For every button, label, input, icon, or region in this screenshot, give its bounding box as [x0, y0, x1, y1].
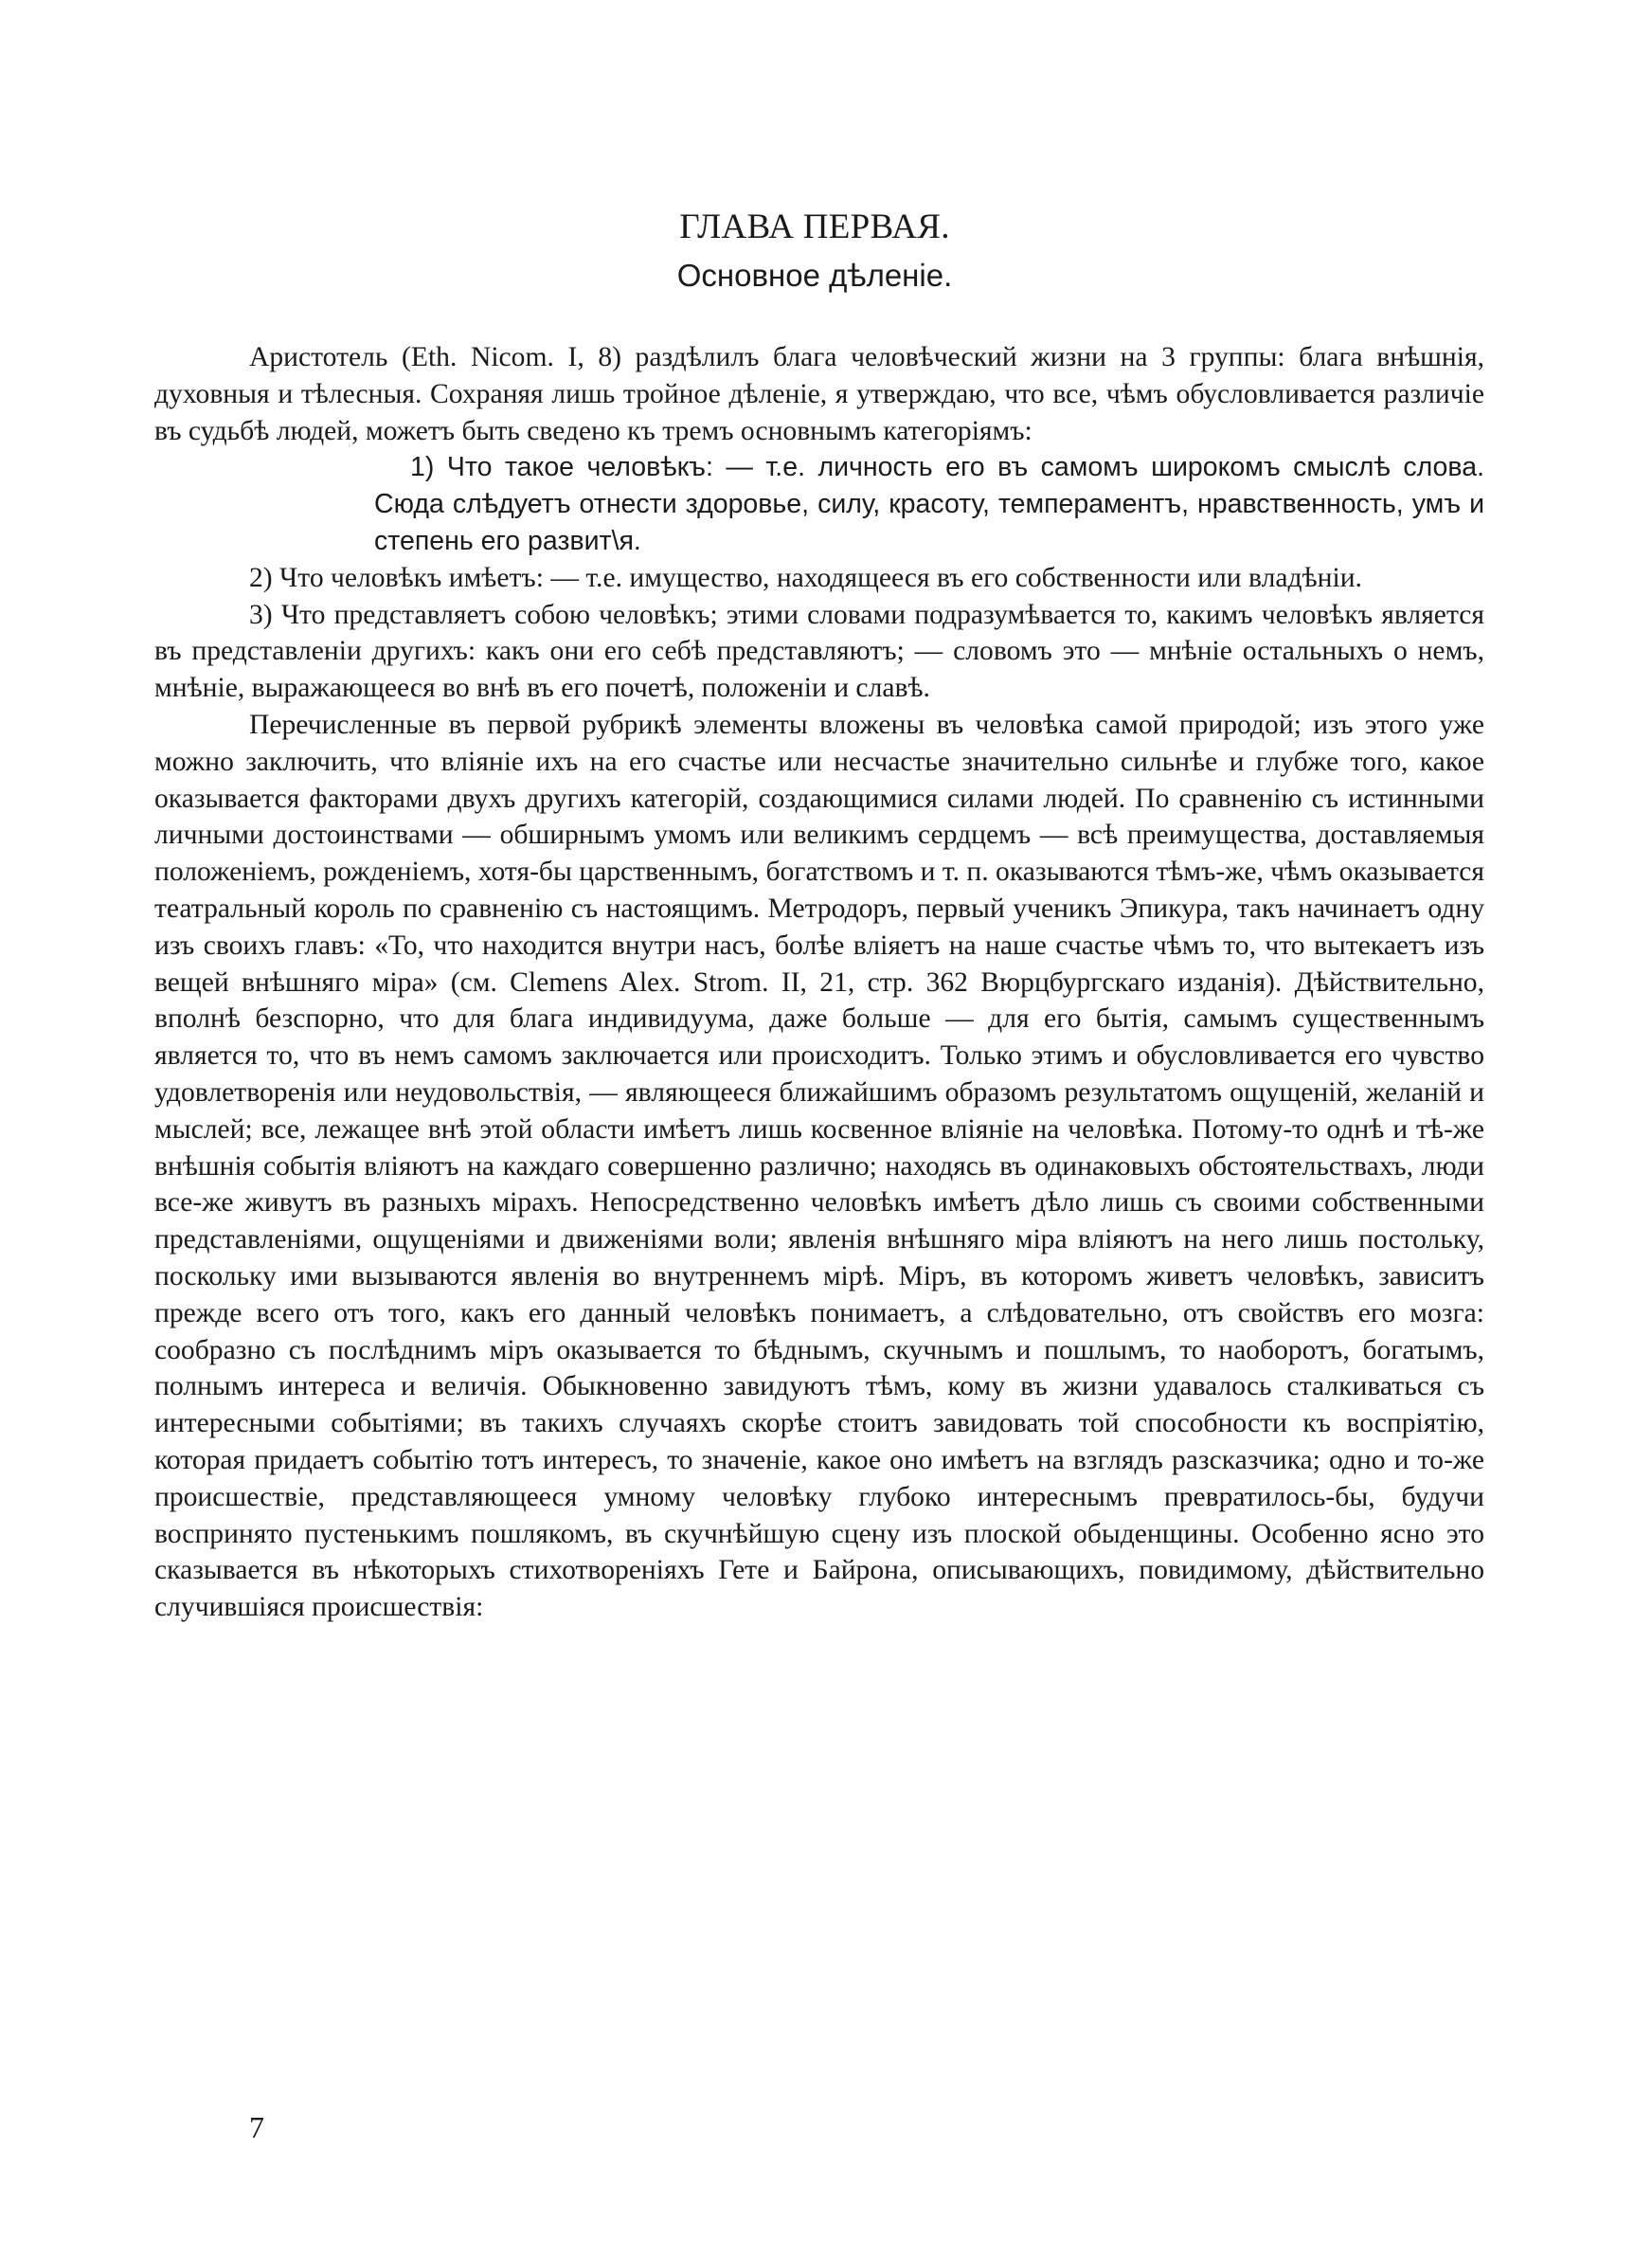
main-paragraph: Перечисленные въ первой рубрикѣ элементы вложены въ человѣка самой природой; изъ этого уже можно заключить, что вліяніе ихъ на его счастье или несчастье значительно сильнѣе и глубже того, какое оказывается факторами двухъ другихъ категорій, создающимися силами людей. По сравненію съ истинными личными достоинствами — обширнымъ умомъ или великимъ сердцемъ — всѣ преимущества, доставляемыя положеніемъ, рожденіемъ, хотя-бы царственнымъ, богатствомъ и т. п. оказываются тѣмъ-же, чѣмъ оказывается театральный король по сравненію съ настоящимъ. Метродоръ, первый ученикъ Эпикура, такъ начинаетъ одну изъ своихъ главъ: «То, что находится внутри насъ, болѣе вліяетъ на наше счастье чѣмъ то, что вытекаетъ изъ вещей внѣшняго міра» (см. Clemens Alex. Strom. II, 21, стр. 362 Вюрцбургскаго изданія). Дѣйствительно, вполнѣ безспорно, что для блага индивидуума, даже больше — для его бытія, самымъ существеннымъ является то, что въ немъ самомъ заключается или происходитъ. Только этимъ и обусловливается его чувство удовлетворенія или неудовольствія, — являющееся ближайшимъ образомъ результатомъ ощущеній, желаній и мыслей; все, лежащее внѣ этой области имѣетъ лишь косвенное вліяніе на человѣка. Потому-то однѣ и тѣ-же внѣшнія событія вліяютъ на каждаго совершенно различно; находясь въ одинаковыхъ обстоятельствахъ, люди все-же живутъ въ разныхъ мірахъ. Непосредственно человѣкъ имѣетъ дѣло лишь съ своими собственными представленіями, ощущеніями и движеніями воли; явленія внѣшняго міра вліяютъ на него лишь постольку, поскольку ими вызываются явленія во внутреннемъ мірѣ. Міръ, въ которомъ живетъ человѣкъ, зависитъ прежде всего отъ того, какъ его данный человѣкъ понимаетъ, а слѣдовательно, отъ свойствъ его мозга: сообразно съ послѣднимъ міръ оказывается то бѣднымъ, скучнымъ и пошлымъ, то наоборотъ, богатымъ, полнымъ интереса и величія. Обыкновенно завидуютъ тѣмъ, кому въ жизни удавалось сталкиваться съ интересными событіями; въ такихъ случаяхъ скорѣе стоитъ завидовать той способности къ воспріятію, которая придаетъ событію тотъ интересъ, то значеніе, какое оно имѣетъ на взглядъ разсказчика; одно и то-же происшествіе, представляющееся умному человѣку глубоко интереснымъ превратилось-бы, будучи воспринято пустенькимъ пошлякомъ, въ скучнѣйшую сцену изъ плоской обыденщины. Особенно ясно это сказывается въ нѣкоторыхъ стихотвореніяхъ Гете и Байрона, описывающихъ, повидимому, дѣйствительно случившіяся происшествія: — [154, 709, 1484, 1623]
chapter-subtitle: Основное дѣленіе. — [676, 258, 953, 293]
page-number: 7 — [249, 2110, 264, 2144]
category-one-paragraph: 1) Что такое человѣкъ: — т.е. личность его въ самомъ широкомъ смыслѣ слова. Сюда слѣдуетъ отнести здоровье, силу, красоту, темпераментъ, нравственность, умъ и степень его развит\я. — [374, 452, 1484, 556]
category-two-paragraph: 2) Что человѣкъ имѣетъ: — т.е. имущество, находящееся въ его собственности или владѣніи. — [249, 562, 1362, 593]
intro-paragraph: Аристотель (Eth. Nicom. I, 8) раздѣлилъ блага человѣческий жизни на 3 группы: блага внѣшнія, духовныя и тѣлесныя. Сохраняя лишь тройное дѣленіе, я утверждаю, что все, чѣмъ обусловливается различіе въ судьбѣ людей, можетъ быть сведено къ тремъ основнымъ категоріямъ: — [154, 342, 1484, 446]
chapter-heading — [246, 207, 1383, 298]
chapter-title: ГЛАВА ПЕРВАЯ. — [679, 208, 950, 246]
body-text — [154, 339, 1484, 1626]
category-three-paragraph: 3) Что представляетъ собою человѣкъ; этими словами подразумѣвается то, какимъ человѣкъ является въ представленіи другихъ: какъ они его себѣ представляютъ; — словомъ это — мнѣніе остальныхъ о немъ, мнѣніе, выражающееся во внѣ въ его почетѣ, положеніи и славѣ. — [154, 599, 1484, 704]
